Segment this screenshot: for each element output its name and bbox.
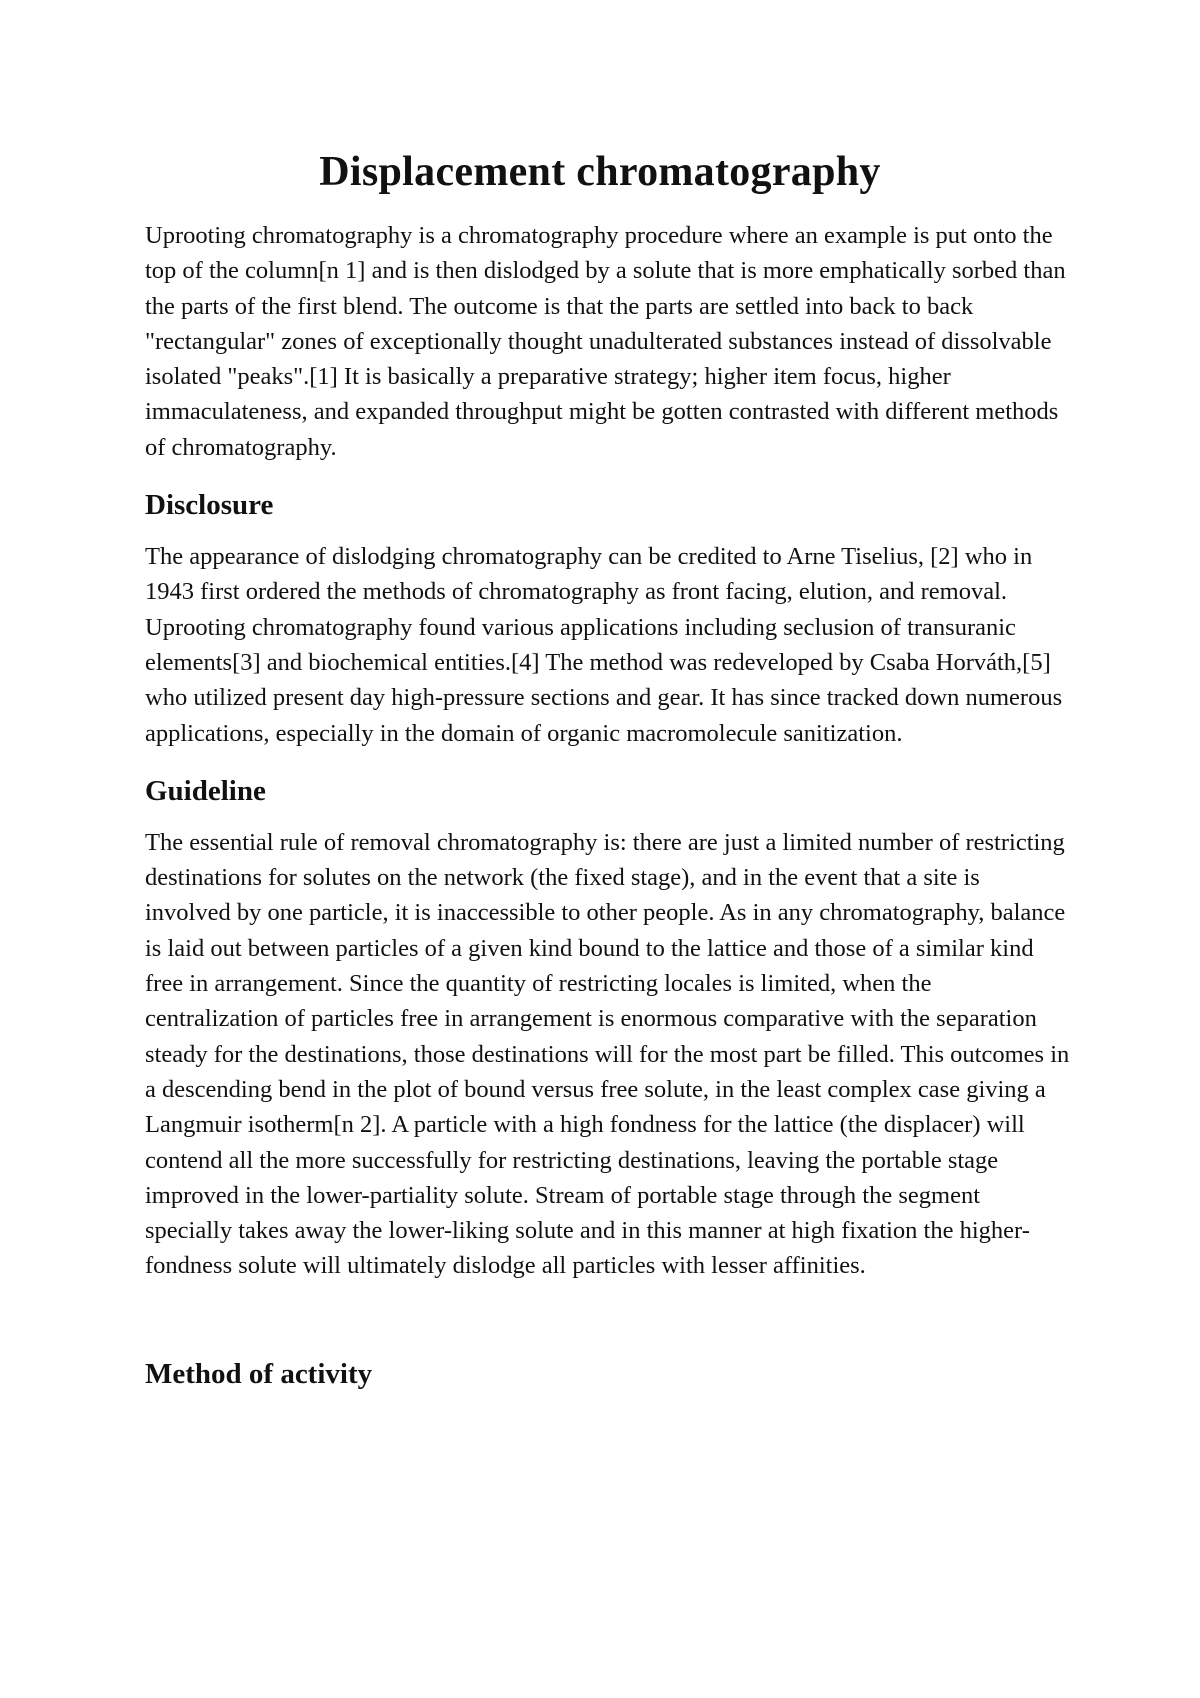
section-heading-disclosure: Disclosure (145, 489, 274, 522)
disclosure-paragraph: The appearance of dislodging chromatography can be credited to Arne Tiselius, [2] who in 1943 first ordered the methods of chromatography as front facing, elution, and removal. Uprooting chromatography found various applications including seclusion of transuranic elements[3] and biochemical entities.[4] The method was redeveloped by Csaba Horváth,[5] who utilized present day high-pressure sections and gear. It has since tracked down numerous applications, especially in the domain of organic macromolecule sanitization. (145, 543, 1063, 747)
document-title: Displacement chromatography (319, 149, 881, 195)
section-heading-guideline: Guideline (145, 774, 266, 807)
intro-paragraph: Uprooting chromatography is a chromatography procedure where an example is put onto the top of the column[n 1] and is then dislodged by a solute that is more emphatically sorbed than the parts of the first blend. The outcome is that the parts are settled into back to back "rectangular" zones of exceptionally thought unadulterated substances instead of dissolvable isolated "peaks".[1] It is basically a preparative strategy; higher item focus, higher immaculateness, and expanded throughput might be gotten contrasted with different methods of chromatography. (145, 222, 1066, 461)
guideline-paragraph: The essential rule of removal chromatography is: there are just a limited number of restricting destinations for solutes on the network (the fixed stage), and in the event that a site is involved by one particle, it is inaccessible to other people. As in any chromatography, balance is laid out between particles of a given kind bound to the lattice and those of a similar kind free in arrangement. Since the quantity of restricting locales is limited, when the centralization of particles free in arrangement is enormous comparative with the separation steady for the destinations, those destinations will for the most part be filled. This outcomes in a descending bend in the plot of bound versus free solute, in the least complex case giving a Langmuir isotherm[n 2]. A particle with a high fondness for the lattice (the displacer) will contend all the more successfully for restricting destinations, leaving the portable stage improved in the lower-partiality solute. Stream of portable stage through the segment specially takes away the lower-liking solute and in this manner at high fixation the higher-fondness solute will ultimately dislodge all particles with lesser affinities. (145, 828, 1070, 1280)
section-heading-method-of-activity: Method of activity (145, 1357, 373, 1390)
document-body (145, 218, 1070, 1394)
